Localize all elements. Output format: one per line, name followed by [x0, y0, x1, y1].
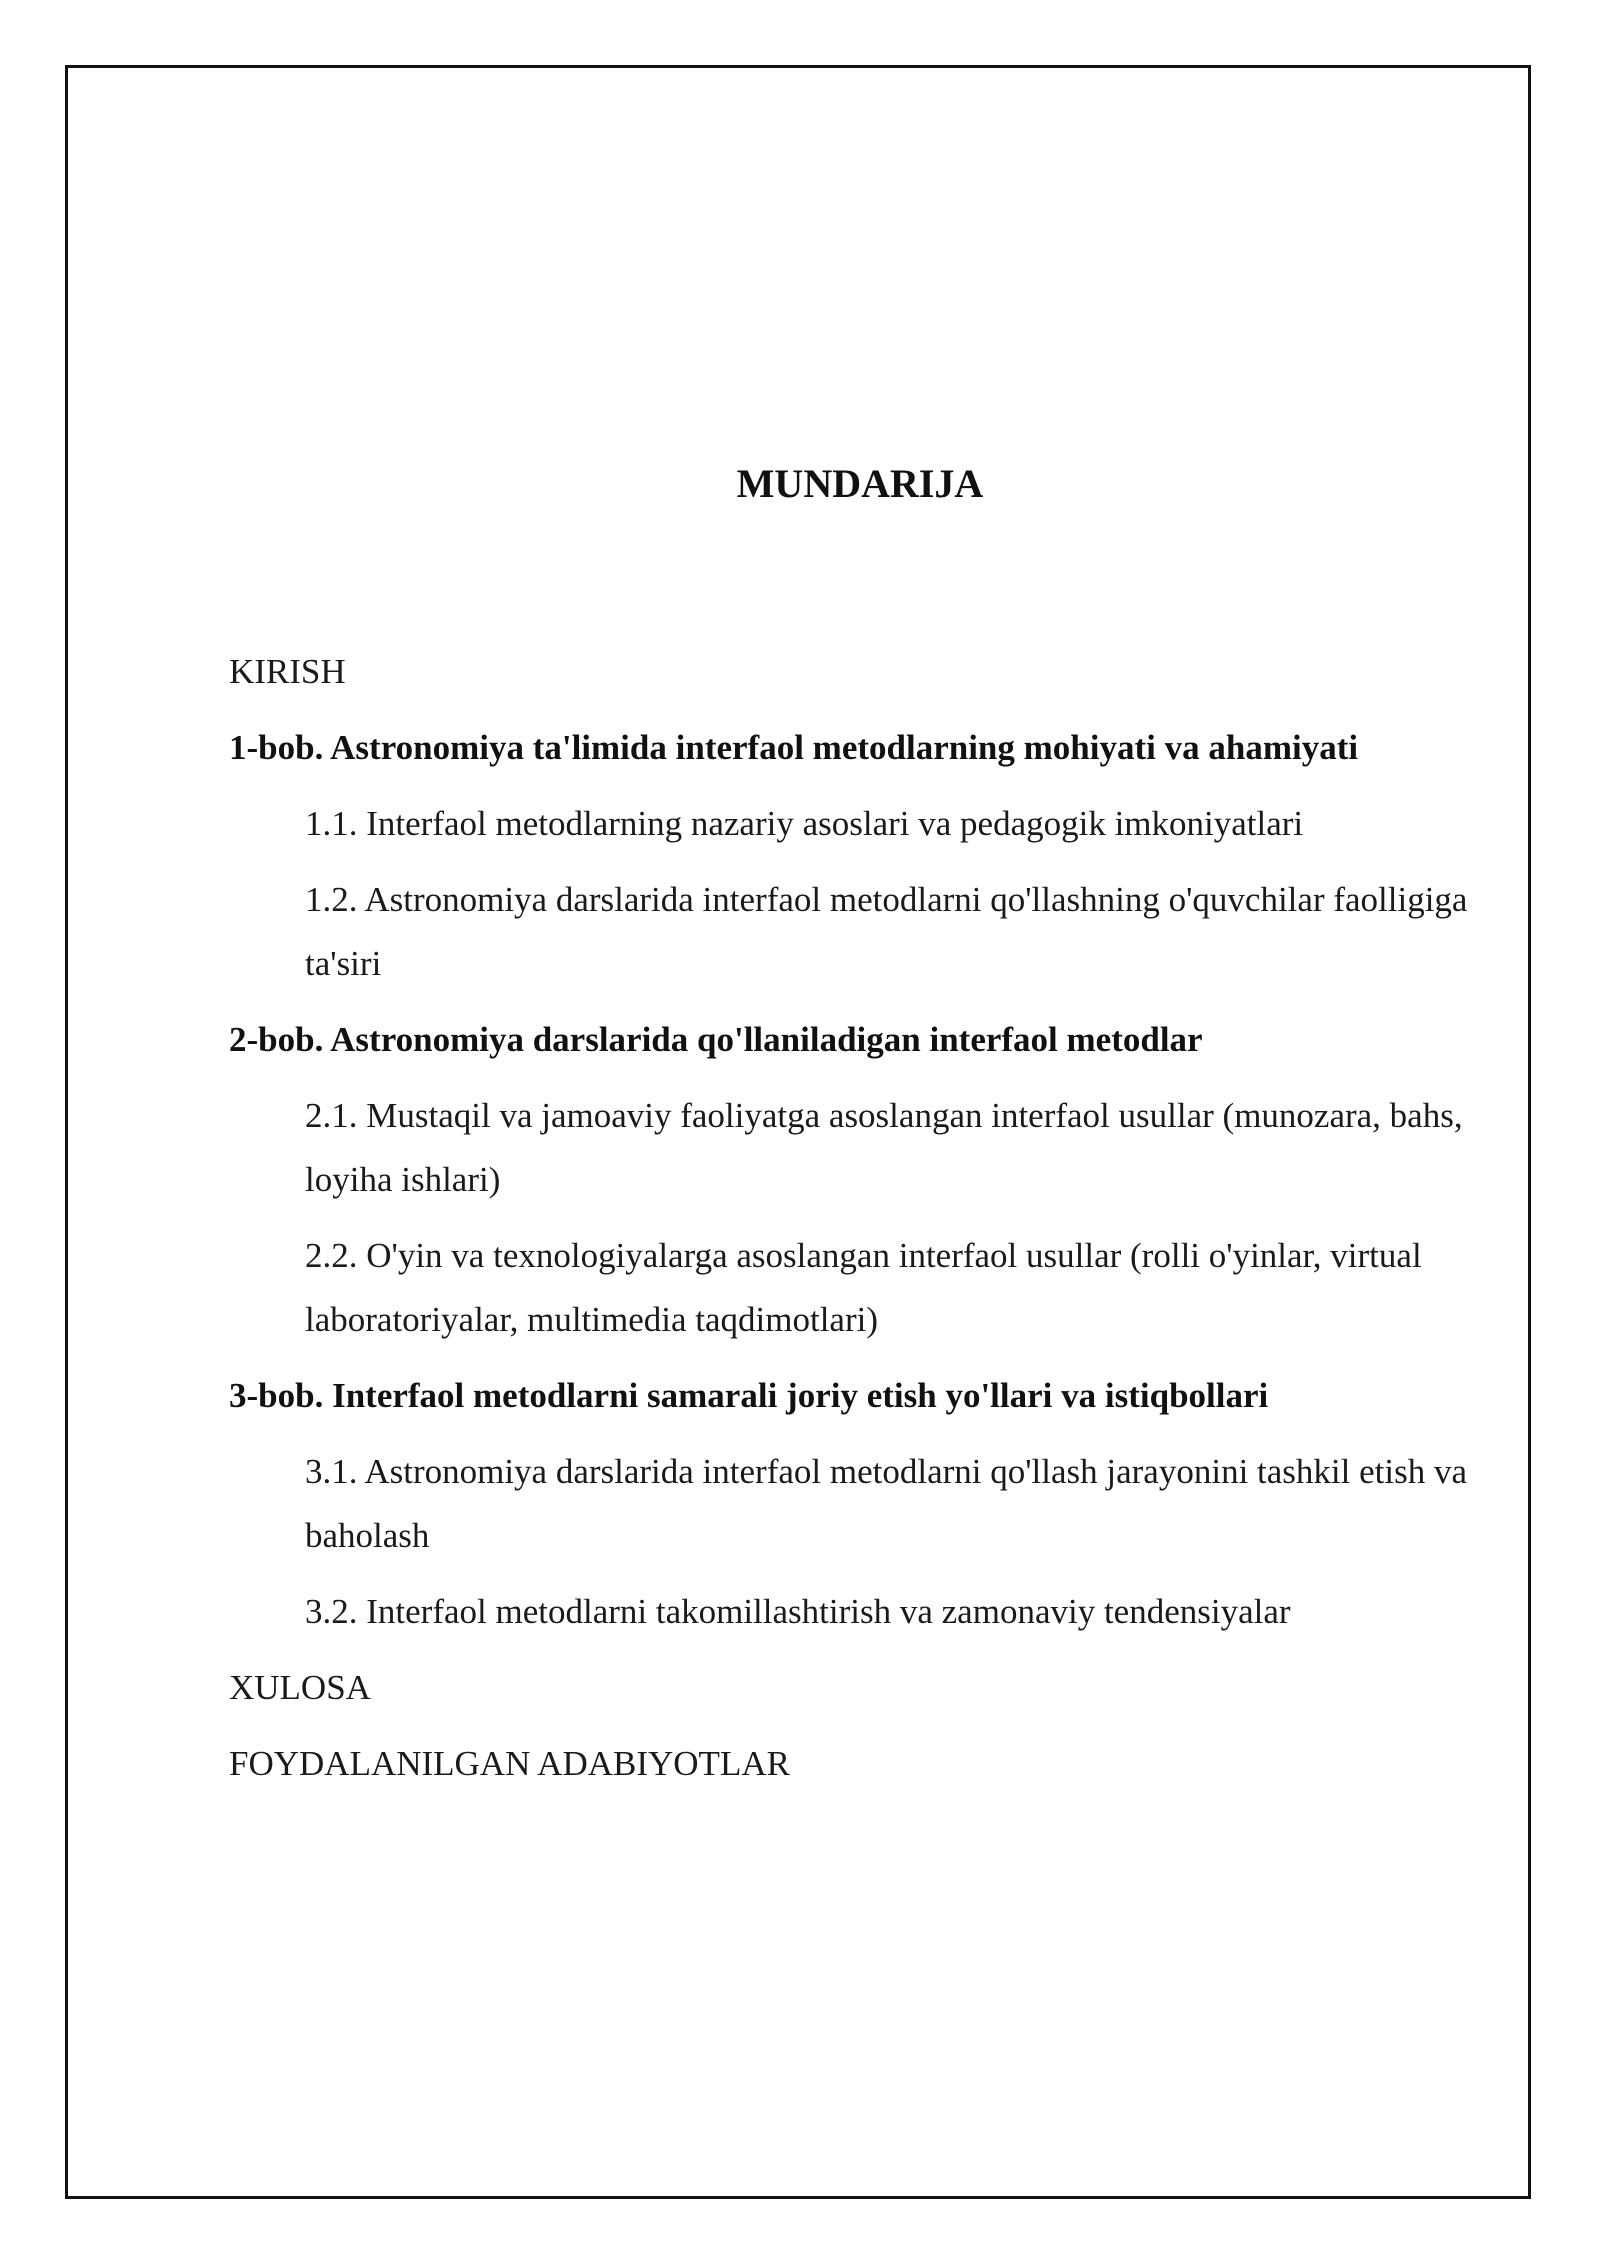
toc-section-1-2: 1.2. Astronomiya darslarida interfaol metodlarni qo'llashning o'quvchilar faolligiga ta'siri	[305, 880, 1468, 983]
table-of-contents	[229, 640, 1479, 1808]
toc-chapter-1: 1-bob. Astronomiya ta'limida interfaol metodlarning mohiyati va ahamiyati	[229, 728, 1359, 767]
toc-chapter-3: 3-bob. Interfaol metodlarni samarali joriy etish yo'llari va istiqbollari	[229, 1376, 1269, 1415]
toc-entry-adabiyotlar: FOYDALANILGAN ADABIYOTLAR	[229, 1744, 790, 1783]
toc-section-3-2: 3.2. Interfaol metodlarni takomillashtirish va zamonaviy tendensiyalar	[305, 1592, 1291, 1631]
toc-section-2-1: 2.1. Mustaqil va jamoaviy faoliyatga asoslangan interfaol usullar (munozara, bahs, loyiha ishlari)	[305, 1096, 1463, 1199]
page-title: MUNDARIJA	[736, 461, 984, 506]
toc-entry-xulosa: XULOSA	[229, 1668, 371, 1707]
toc-section-1-1: 1.1. Interfaol metodlarning nazariy asoslari va pedagogik imkoniyatlari	[305, 804, 1304, 843]
toc-entry-kirish: KIRISH	[229, 652, 346, 691]
toc-chapter-2: 2-bob. Astronomiya darslarida qo'llaniladigan interfaol metodlar	[229, 1020, 1203, 1059]
toc-section-3-1: 3.1. Astronomiya darslarida interfaol metodlarni qo'llash jarayonini tashkil etish va baholash	[305, 1452, 1468, 1555]
toc-section-2-2: 2.2. O'yin va texnologiyalarga asoslangan interfaol usullar (rolli o'yinlar, virtual laboratoriyalar, multimedia taqdimotlari)	[305, 1236, 1422, 1339]
